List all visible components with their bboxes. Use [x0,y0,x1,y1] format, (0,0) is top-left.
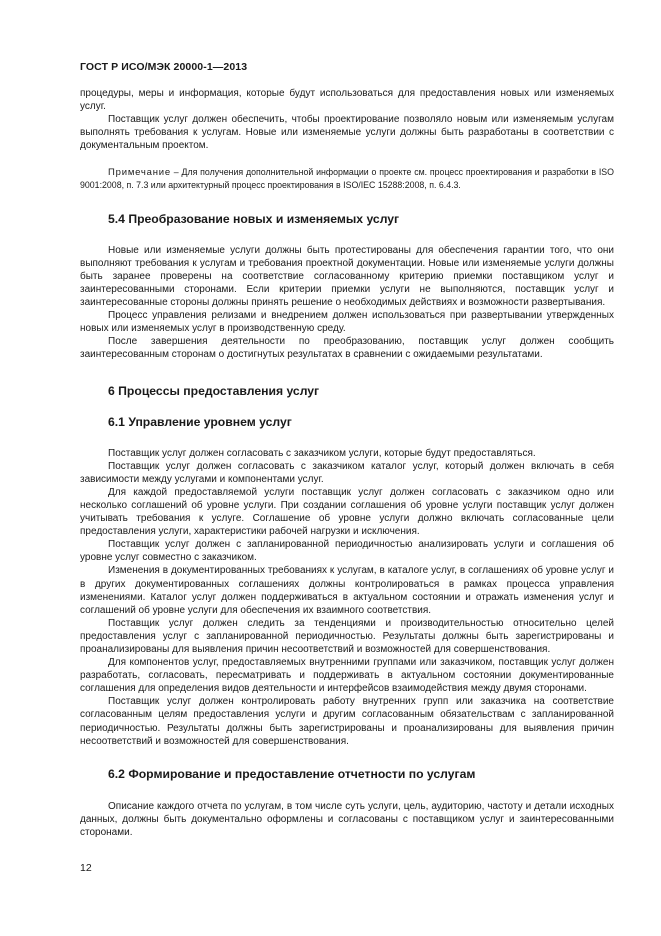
note-label: Примечание [108,167,171,179]
paragraph: После завершения деятельности по преобразованию, поставщик услуг должен сообщить заинтересованным сторонам о достигнутых результатах в сравнении с ожидаемыми результатами. [80,336,614,361]
note-text: – Для получения дополнительной информации о проекте см. процесс проектирования и разработки в ISO 9001:2008, п. 7.3 или архитектурный процесс проектирования в ISO/IEC 15288:2008, п. 6.4.3. [80,167,614,191]
paragraph: Поставщик услуг должен обеспечить, чтобы проектирование позволяло новым или изменяемым услугам выполнять требования к услугам. Новые или изменяемые услуги должны быть разработаны в соответствии с документальным проектом. [80,114,614,152]
note [80,166,614,191]
paragraph: Описание каждого отчета по услугам, в том числе суть услуги, цель, аудиторию, частоту и детали исходных данных, должны быть документально оформлены и согласованы с поставщиком услуг и заинтересованными сторонами. [80,800,614,839]
document-body [80,87,614,839]
paragraph: процедуры, меры и информация, которые будут использоваться для предоставления новых или изменяемых услуг. [80,88,614,113]
paragraph: Поставщик услуг должен согласовать с заказчиком услуги, которые будут предоставляться. [108,447,536,459]
paragraph: Поставщик услуг должен согласовать с заказчиком каталог услуг, который должен включать в себя зависимости между услугами и компонентами услуг. [80,460,614,485]
paragraph: Для каждой предоставляемой услуги поставщик услуг должен согласовать с заказчиком одно или несколько соглашений об уровне услуги. При создании соглашения об уровне услуги поставщик услуг должен учитывать требования к услуге. Соглашение об уровне услуги должно включать согласованные цели предоставления услуги, характеристики рабочей нагрузки и исключения. [80,486,614,538]
section-heading: 6 Процессы предоставления услуг [108,384,320,399]
paragraph: Новые или изменяемые услуги должны быть протестированы для обеспечения гарантии того, что они выполняют требования к услугам и требования проектной документации. Новые или изменяемые услуги должны быть заранее проверены на соответствие согласованному критерию приемки поставщиком услуг и заинтересованными сторонами. Если критерии приемки услуги не выполняются, поставщик услуг и заинтересованные стороны должны принять решение о необходимых действиях и возможности развертывания. [80,244,614,308]
paragraph: Процесс управления релизами и внедрением должен использоваться при развертывании утвержденных новых или изменяемых услуг в производственную среду. [80,310,614,335]
section-heading: 5.4 Преобразование новых и изменяемых услуг [108,212,400,227]
paragraph: Изменения в документированных требованиях к услугам, в каталоге услуг, в соглашениях об уровне услуг и в других документированных соглашениях должны контролироваться в рамках процесса управления изменениями. Каталог услуг должен поддерживаться в актуальном состоянии и отражать изменения услуг и соглашений об уровне услуги для обеспечения их взаимного соответствия. [80,565,614,616]
section-heading: 6.1 Управление уровнем услуг [108,414,292,429]
paragraph: Поставщик услуг должен следить за тенденциями и производительностью относительно целей предоставления услуг с запланированной периодичностью. Результаты должны быть зарегистрированы и проанализированы для выявления причин несоответствий и возможностей для совершенствования. [80,617,614,655]
paragraph: Для компонентов услуг, предоставляемых внутренними группами или заказчиком, поставщик услуг должен разработать, согласовать, пересматривать и поддерживать в актуальном состоянии документированные соглашения для определения видов деятельности и интерфейсов взаимодействия между двумя сторонами. [80,657,614,695]
paragraph: Поставщик услуг должен с запланированной периодичностью анализировать услуги и соглашения об уровне услуг совместно с заказчиком. [80,539,614,564]
document-header: ГОСТ Р ИСО/МЭК 20000-1—2013 [80,61,248,73]
section-heading: 6.2 Формирование и предоставление отчетности по услугам [108,766,476,781]
page-number: 12 [80,862,92,874]
paragraph: Поставщик услуг должен контролировать работу внутренних групп или заказчика на соответствие согласованным целям предоставления услуги и другим согласованным обязательствам с запланированной периодичностью. Результаты должны быть зарегистрированы и проанализированы для выявления причин несоответствий и возможностей для совершенствования. [80,696,614,747]
